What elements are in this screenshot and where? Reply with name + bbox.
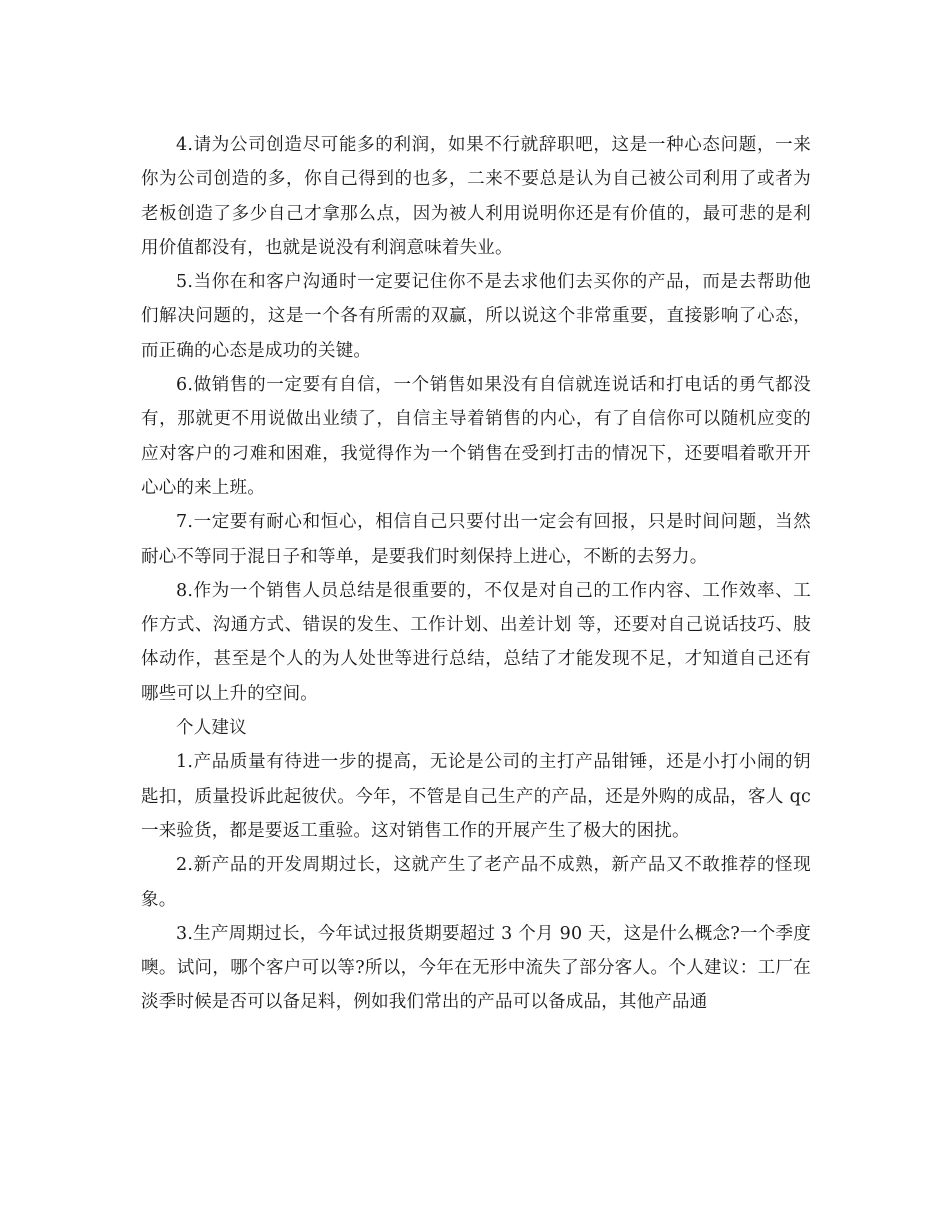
paragraph-5: 5.当你在和客户沟通时一定要记住你不是去求他们去买你的产品，而是去帮助他们解决问题的，这是一个各有所需的双赢，所以说这个非常重要，直接影响了心态，而正确的心态是成功的关键。 [141, 272, 811, 361]
suggestion-3: 3.生产周期过长，今年试过报货期要超过 3 个月 90 天，这是什么概念?一个季度噢。试问，哪个客户可以等?所以，今年在无形中流失了部分客人。个人建议：工厂在淡季时候是否可以备足料，例如我们常出的产品可以备成品，其他产品通 [141, 923, 811, 1013]
paragraph-8: 8.作为一个销售人员总结是很重要的，不仅是对自己的工作内容、工作效率、工作方式、沟通方式、错误的发生、工作计划、出差计划 等，还要对自己说话技巧、肢体动作，甚至是个人的为人处世等进行总结，总结了才能发现不足，才知道自己还有哪些可以上升的空间。 [141, 580, 811, 704]
document-body [141, 128, 811, 1020]
suggestion-2: 2.新产品的开发周期过长，这就产生了老产品不成熟，新产品又不敢推荐的怪现象。 [141, 855, 811, 910]
suggestion-1: 1.产品质量有待进一步的提高，无论是公司的主打产品钳锤，还是小打小闹的钥匙扣，质量投诉此起彼伏。今年，不管是自己生产的产品，还是外购的成品，客人 qc 一来验货，都是要返工重验。这对销售工作的开展产生了极大的困扰。 [141, 752, 811, 841]
paragraph-4: 4.请为公司创造尽可能多的利润，如果不行就辞职吧，这是一种心态问题，一来你为公司创造的多，你自己得到的也多，二来不要总是认为自己被公司利用了或者为老板创造了多少自己才拿那么点，因为被人利用说明你还是有价值的，最可悲的是利用价值都没有，也就是说没有利润意味着失业。 [141, 135, 811, 258]
section-heading: 个人建议 [176, 718, 247, 739]
paragraph-7: 7.一定要有耐心和恒心，相信自己只要付出一定会有回报，只是时间问题，当然耐心不等同于混日子和等单，是要我们时刻保持上进心，不断的去努力。 [141, 512, 811, 567]
paragraph-6: 6.做销售的一定要有自信，一个销售如果没有自信就连说话和打电话的勇气都没有，那就更不用说做出业绩了，自信主导着销售的内心，有了自信你可以随机应变的应对客户的刁难和困难，我觉得作为一个销售在受到打击的情况下，还要唱着歌开开心心的来上班。 [141, 375, 811, 498]
